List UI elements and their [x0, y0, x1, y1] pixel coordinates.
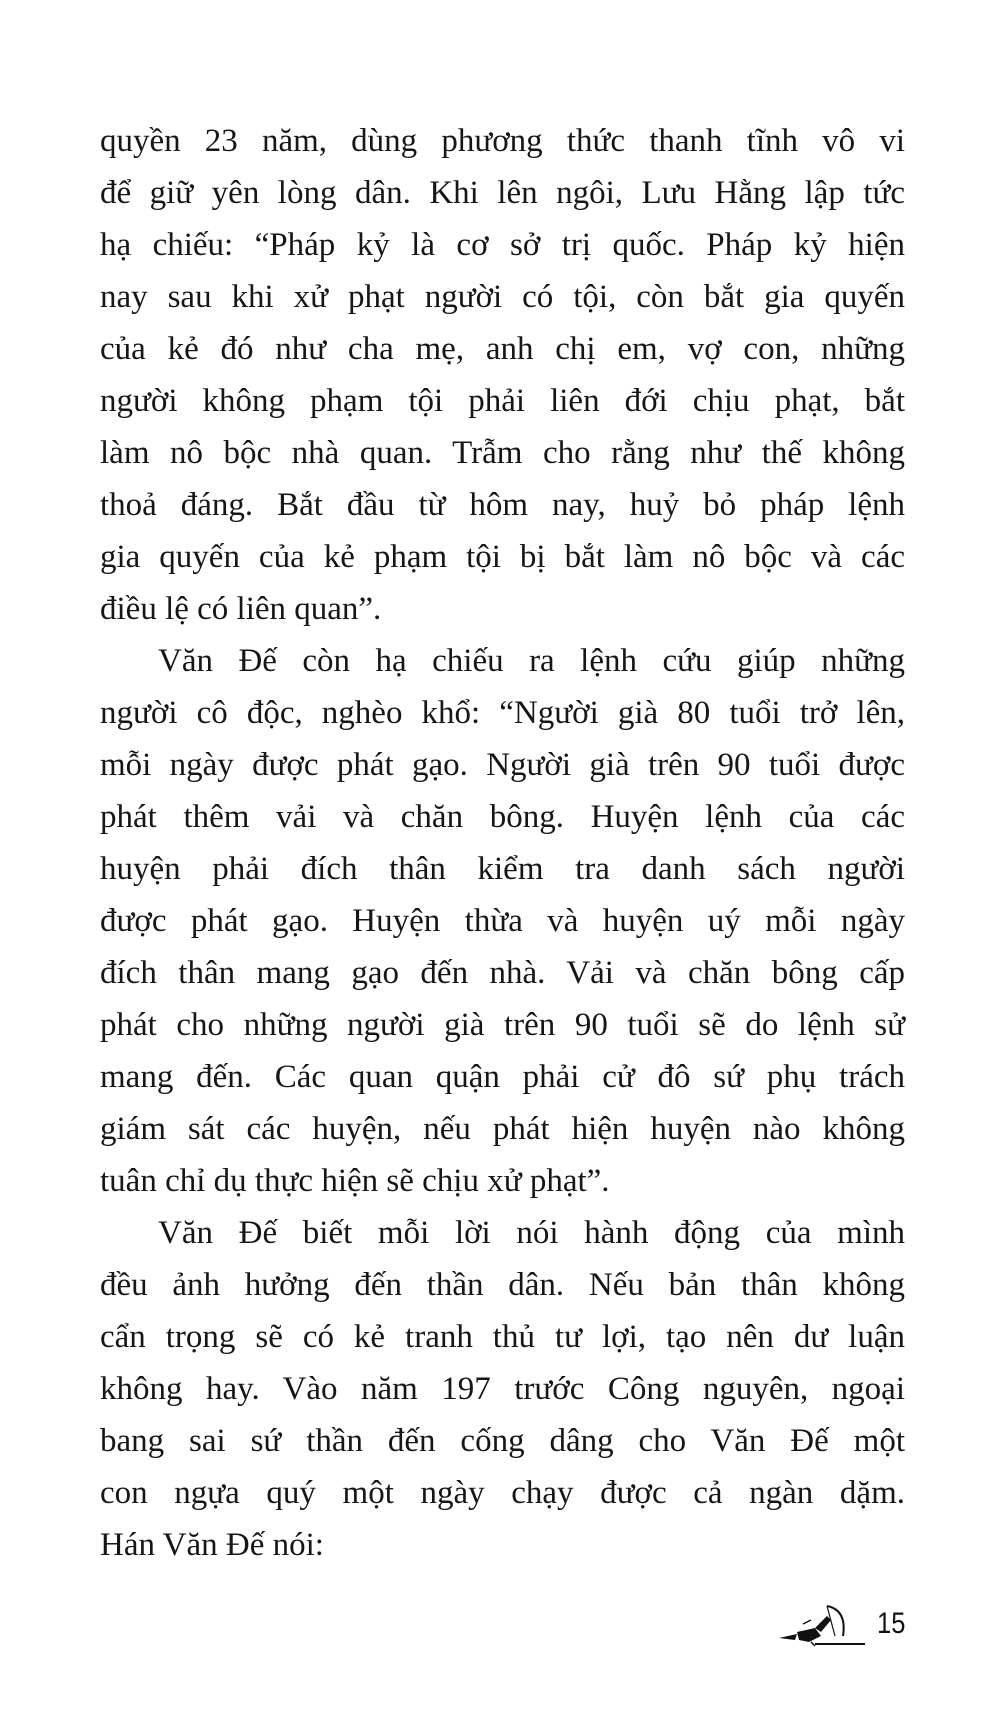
text-line: nay sau khi xử phạt người có tội, còn bắt gia quyến — [100, 279, 905, 315]
text-line: của kẻ đó như cha mẹ, anh chị em, vợ con, những — [100, 331, 905, 367]
text-line: Hán Văn Đế nói: — [100, 1527, 324, 1563]
page-number: 15 — [876, 1607, 905, 1640]
text-line: phát cho những người già trên 90 tuổi sẽ do lệnh sử — [100, 1007, 905, 1043]
text-line: mang đến. Các quan quận phải cử đô sứ phụ trách — [100, 1059, 905, 1095]
text-line: không hay. Vào năm 197 trước Công nguyên, ngoại — [100, 1371, 905, 1407]
text-line: mỗi ngày được phát gạo. Người già trên 90 tuổi được — [100, 747, 905, 783]
text-line: được phát gạo. Huyện thừa và huyện uý mỗi ngày — [100, 903, 905, 939]
text-line: phát thêm vải và chăn bông. Huyện lệnh của các — [100, 799, 905, 835]
paragraph — [100, 635, 905, 1207]
text-line: tuân chỉ dụ thực hiện sẽ chịu xử phạt”. — [100, 1163, 610, 1199]
text-line: cẩn trọng sẽ có kẻ tranh thủ tư lợi, tạo nên dư luận — [100, 1319, 905, 1355]
paragraph — [100, 115, 905, 635]
text-line: điều lệ có liên quan”. — [100, 591, 382, 627]
archer-icon — [775, 1602, 865, 1652]
text-line: gia quyến của kẻ phạm tội bị bắt làm nô bộc và các — [100, 539, 905, 575]
text-line: người cô độc, nghèo khổ: “Người già 80 tuổi trở lên, — [100, 695, 905, 731]
text-line: đều ảnh hưởng đến thần dân. Nếu bản thân không — [100, 1267, 905, 1303]
paragraph — [100, 1207, 905, 1571]
text-line: con ngựa quý một ngày chạy được cả ngàn dặm. — [100, 1475, 905, 1511]
text-line: người không phạm tội phải liên đới chịu phạt, bắt — [100, 383, 905, 419]
text-line: làm nô bộc nhà quan. Trẫm cho rằng như thế không — [100, 435, 905, 471]
text-line: bang sai sứ thần đến cống dâng cho Văn Đế một — [100, 1423, 905, 1459]
text-line: thoả đáng. Bắt đầu từ hôm nay, huỷ bỏ pháp lệnh — [100, 487, 905, 523]
text-line: để giữ yên lòng dân. Khi lên ngôi, Lưu Hằng lập tức — [100, 175, 905, 211]
text-line: quyền 23 năm, dùng phương thức thanh tĩnh vô vi — [100, 123, 905, 159]
text-line: hạ chiếu: “Pháp kỷ là cơ sở trị quốc. Pháp kỷ hiện — [100, 227, 905, 263]
text-line: đích thân mang gạo đến nhà. Vải và chăn bông cấp — [100, 955, 905, 991]
text-line: giám sát các huyện, nếu phát hiện huyện nào không — [100, 1111, 905, 1147]
text-line: Văn Đế biết mỗi lời nói hành động của mình — [158, 1215, 905, 1251]
page-footer — [775, 1602, 905, 1652]
page-body — [100, 115, 905, 1571]
text-line: Văn Đế còn hạ chiếu ra lệnh cứu giúp những — [158, 643, 905, 679]
text-line: huyện phải đích thân kiểm tra danh sách người — [100, 851, 905, 887]
